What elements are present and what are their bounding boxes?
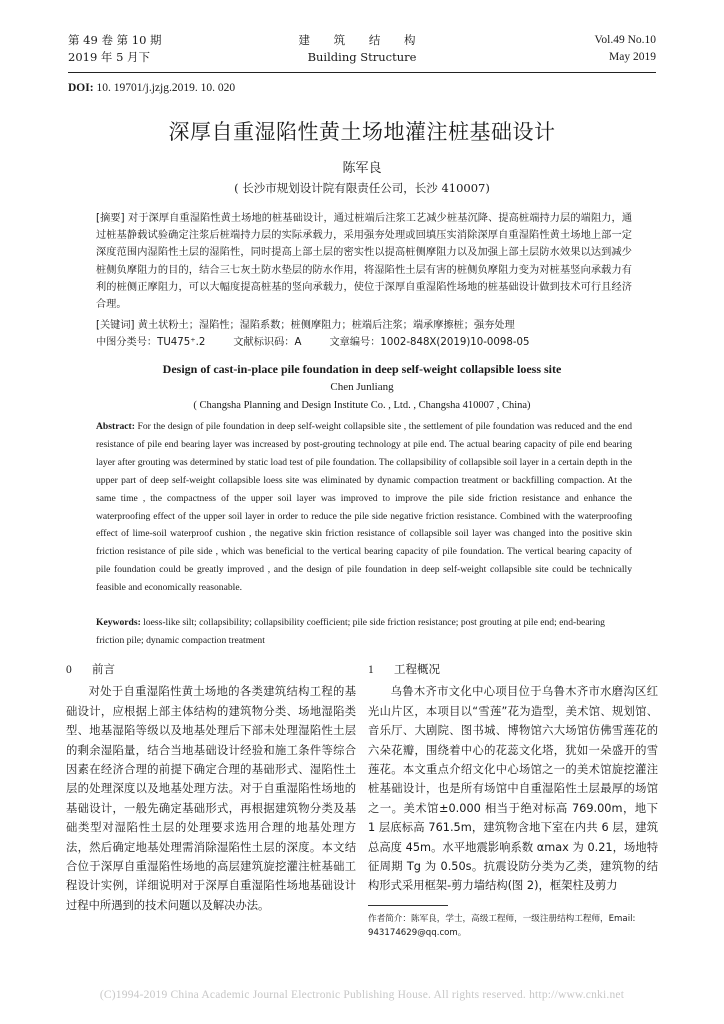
doi-label: DOI: [68,82,94,94]
running-header [68,32,656,72]
header-center [68,32,656,66]
abstract-cn [96,210,632,313]
header-divider [68,72,656,73]
abstract-cn-text: 对于深厚自重湿陷性黄土场地的桩基础设计，通过桩端后注浆工艺减少桩基沉降、提高桩端持力层的端阻力，通过桩基静载试验确定注浆后桩端持力层的实际承载力，采用强夯处理或回填压实消除深厚自重湿陷性黄土场地上部一定深度范围内湿陷性土层的湿陷性，同时提高上部土层的密实性以提高桩侧摩阻力以及加强上部土层防水效果以达到减少桩侧负摩阻力的目的，结合三七灰土防水垫层的防水作用，将湿陷性土层有害的桩侧负摩阻力变为对桩基竖向承载力有利的桩侧正摩阻力，可以大幅度提高桩基的竖向承载力，使位于深厚自重湿陷性场地的桩基础设计做到技术可行且经济合理。 [96,213,633,311]
affiliation-en: ( Changsha Planning and Design Institute Co. , Ltd. , Changsha 410007 , China) [193,400,531,411]
abstract-en-text: For the design of pile foundation in deep self-weight collapsible site , the settlement of pile foundation was reduced and the end resistance of pile end bearing layer was increased by post-grouting technology at pile end. The actual bearing capacity of pile end bearing layer after grouting was determined by static load test of pile foundation. The collapsibility of collapsible soil layer in a certain depth in the upper part of deep self-weight collapsible loess site was eliminated by dynamic compaction treatment or backfilling compaction. At the same time , the compactness of the upper soil layer was improved to improve the pile side friction resistance and enhance the waterproofing effect of the upper soil layer in order to reduce the pile side negative friction resistance. Combined with the waterproofing effect of lime-soil waterproof cushion , the negative skin friction resistance of collapsible soil layer was changed into the positive skin friction resistance of pile side , which was beneficial to the vertical bearing capacity of pile foundation. The vertical bearing capacity of pile foundation could be greatly improved , and the design of pile foundation in deep self-weight collapsible site could be technically feasible and economically reasonable. [96,421,632,594]
volume-issue-en: Vol.49 No.10 [594,34,656,46]
article-title-en: Design of cast-in-place pile foundation in deep self-weight collapsible loess site [162,362,562,376]
clc-number: 中图分类号：TU475⁺.2 [96,337,206,348]
header-right [595,32,656,66]
issue-date-en: May 2019 [609,51,656,63]
section-number: 1 [368,664,374,676]
author-footnote: 作者简介：陈军良，学士，高级工程师，一级注册结构工程师，Email: 943174629@qq.com。 [368,914,636,938]
article-title-cn: 深厚自重湿陷性黄土场地灌注桩基础设计 [168,120,556,144]
section-paragraph: 对处于自重湿陷性黄土场地的各类建筑结构工程的基础设计，应根据上部主体结构的建筑物分类、场地湿陷类型、地基湿陷等级以及地基处理后下部未处理湿陷性土层的剩余湿陷量，结合当地基础设计经验和施工条件等综合因素在经济合理的前提下确定合理的基础形式、湿陷性土层的处理深度以及地基处理方法。对于自重湿陷性场地的基础设计，一般先确定基础形式，再根据建筑物分类及基础类型对湿陷性土层的处理要求选用合理的地基处理方法，然后确定地基处理需消除湿陷性土层的深度。本文结合位于深厚自重湿陷性场地的高层建筑旋挖灌注桩基础工程设计实例，详细说明对于深厚自重湿陷性场地基础设计过程中所遇到的技术问题以及解决办法。 [66,685,356,912]
body-column-right [368,660,658,896]
keywords-cn-text: 黄土状粉土；湿陷性；湿陷系数；桩侧摩阻力；桩端后注浆；端承摩擦桩；强夯处理 [134,320,515,331]
abstract-en [96,418,632,597]
section-title: 工程概况 [394,662,440,676]
article-number: 文章编号：1002-848X(2019)10-0098-05 [329,337,530,348]
section-title: 前言 [92,662,115,676]
keywords-en-label: Keywords: [96,617,141,628]
journal-name-en: Building Structure [307,50,417,64]
abstract-cn-label: [摘要] [96,213,125,224]
doi-value: 10. 19701/j.jzjg.2019. 10. 020 [93,82,236,94]
classification-row [96,334,530,351]
section-paragraph: 乌鲁木齐市文化中心项目位于乌鲁木齐市水磨沟区红光山片区，本项目以“雪莲”花为造型，美术馆、规划馆、音乐厅、大剧院、图书城、博物馆六大场馆仿佛雪莲花的六朵花瓣，围绕着中心的花蕊文化塔，犹如一朵盛开的雪莲花。本文重点介绍文化中心场馆之一的美术馆旋挖灌注桩基础设计，也是所有场馆中自重湿陷性土层最厚的场馆之一。美术馆±0.000 相当于绝对标高 769.00m，地下 1 层底标高 761.5m，建筑物含地下室在内共 6 层，建筑总高度 45m。水平地震影响系数 αmax 为 0.21，场地特征周期 Tg 为 0.50s。抗震设防分类为乙类，建筑物的结构形式采用框架-剪力墙结构(图 2)，框架柱及剪力 [368,685,658,893]
section-heading [66,660,356,680]
issue-date-cn: 2019 年 5 月下 [68,50,151,64]
copyright-watermark: (C)1994-2019 China Academic Journal Electronic Publishing House. All rights reserved. http://www.cnki.net [99,989,625,1001]
document-code: 文献标识码：A [233,337,302,348]
affiliation-cn: ( 长沙市规划设计院有限责任公司，长沙 410007) [234,181,490,195]
keywords-en [96,614,632,649]
section-heading [368,660,658,680]
footnote-divider [368,905,448,906]
body-column-left [66,660,356,915]
section-number: 0 [66,664,72,676]
author-en: Chen Junliang [330,381,394,393]
keywords-cn-label: [关键词] [96,320,135,331]
abstract-en-label: Abstract: [96,421,135,432]
doi-line [68,82,235,94]
volume-issue-cn: 第 49 卷 第 10 期 [68,33,162,47]
author-cn: 陈军良 [342,161,382,176]
keywords-cn [96,317,632,334]
keywords-en-text: loess-like silt; collapsibility; collapsibility coefficient; pile side friction resistance; post grouting at pile end; end-bearing friction pile; dynamic compaction treatment [96,617,605,646]
journal-name-cn: 建 筑 结 构 [298,33,426,47]
